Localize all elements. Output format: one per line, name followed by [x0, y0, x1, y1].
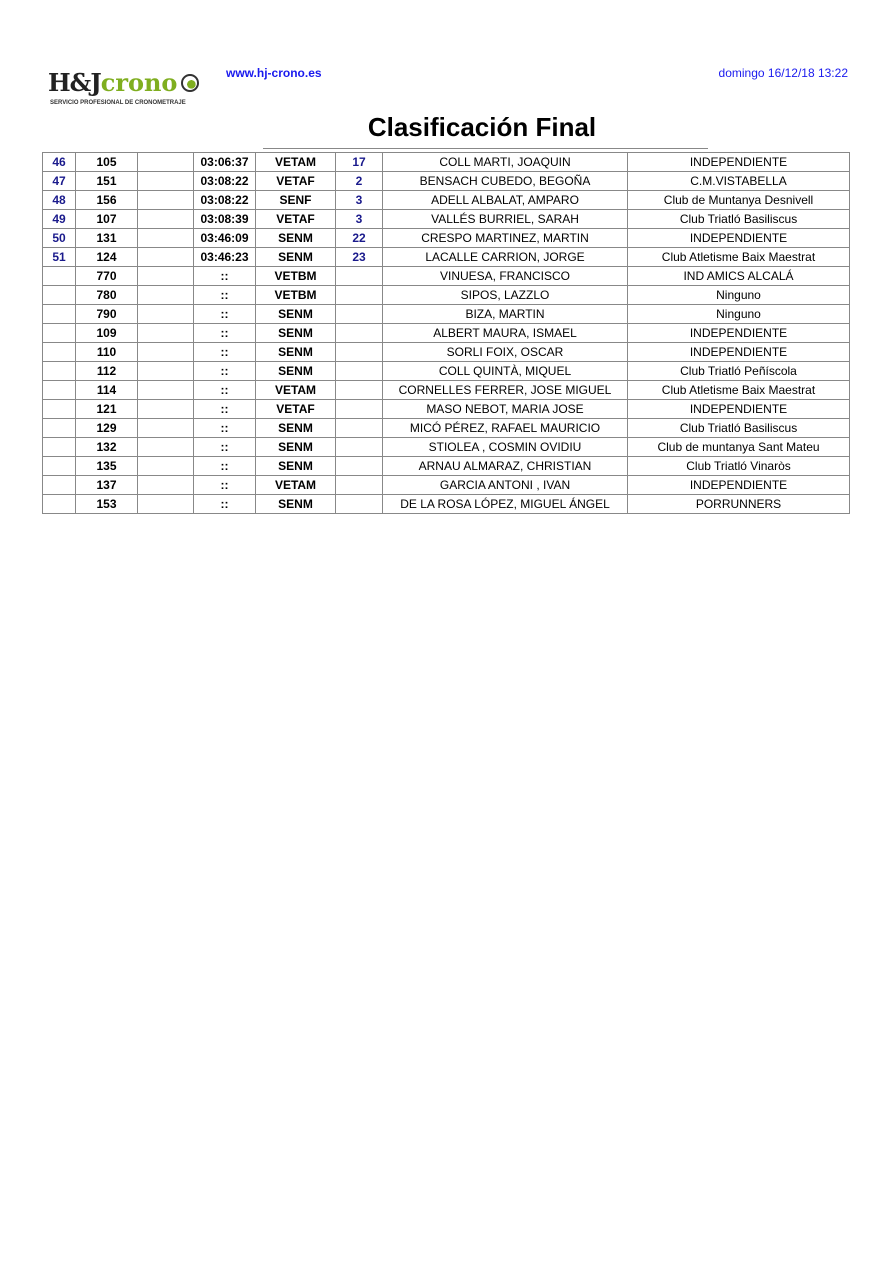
- runner-name-cell: CRESPO MARTINEZ, MARTIN: [383, 229, 628, 248]
- blank-cell: [138, 457, 194, 476]
- position-cell: [43, 362, 76, 381]
- runner-name-cell: GARCIA ANTONI , IVAN: [383, 476, 628, 495]
- club-cell: Club Atletisme Baix Maestrat: [628, 381, 850, 400]
- table-row: [43, 248, 850, 267]
- category-position-cell: [336, 381, 383, 400]
- category-cell: SENM: [256, 229, 336, 248]
- position-cell: [43, 286, 76, 305]
- position-cell: [43, 324, 76, 343]
- position-cell: 48: [43, 191, 76, 210]
- runner-name-cell: ARNAU ALMARAZ, CHRISTIAN: [383, 457, 628, 476]
- blank-cell: [138, 248, 194, 267]
- runner-name-cell: COLL MARTI, JOAQUIN: [383, 153, 628, 172]
- position-cell: 50: [43, 229, 76, 248]
- position-cell: 46: [43, 153, 76, 172]
- runner-name-cell: STIOLEA , COSMIN OVIDIU: [383, 438, 628, 457]
- category-cell: VETAM: [256, 476, 336, 495]
- runner-name-cell: SIPOS, LAZZLO: [383, 286, 628, 305]
- category-position-cell: [336, 267, 383, 286]
- time-cell: ::: [194, 476, 256, 495]
- blank-cell: [138, 438, 194, 457]
- club-cell: C.M.VISTABELLA: [628, 172, 850, 191]
- category-position-cell: [336, 438, 383, 457]
- table-row: [43, 153, 850, 172]
- category-position-cell: [336, 286, 383, 305]
- blank-cell: [138, 191, 194, 210]
- time-cell: ::: [194, 419, 256, 438]
- table-row: [43, 210, 850, 229]
- time-cell: ::: [194, 495, 256, 514]
- club-cell: PORRUNNERS: [628, 495, 850, 514]
- runner-name-cell: MASO NEBOT, MARIA JOSE: [383, 400, 628, 419]
- runner-name-cell: BENSACH CUBEDO, BEGOÑA: [383, 172, 628, 191]
- category-cell: SENM: [256, 305, 336, 324]
- table-row: [43, 343, 850, 362]
- category-cell: VETAF: [256, 400, 336, 419]
- table-row: [43, 400, 850, 419]
- table-row: [43, 495, 850, 514]
- stopwatch-icon: [181, 74, 199, 92]
- club-cell: INDEPENDIENTE: [628, 400, 850, 419]
- bib-cell: 132: [76, 438, 138, 457]
- runner-name-cell: BIZA, MARTIN: [383, 305, 628, 324]
- club-cell: Club de Muntanya Desnivell: [628, 191, 850, 210]
- time-cell: 03:46:23: [194, 248, 256, 267]
- runner-name-cell: ADELL ALBALAT, AMPARO: [383, 191, 628, 210]
- time-cell: 03:08:39: [194, 210, 256, 229]
- category-cell: VETBM: [256, 267, 336, 286]
- category-position-cell: 23: [336, 248, 383, 267]
- runner-name-cell: MICÓ PÉREZ, RAFAEL MAURICIO: [383, 419, 628, 438]
- hj-crono-logo: H&J crono SERVICIO PROFESIONAL DE CRONOMETRAJE: [48, 70, 199, 112]
- table-row: [43, 419, 850, 438]
- club-cell: INDEPENDIENTE: [628, 229, 850, 248]
- print-datetime: domingo 16/12/18 13:22: [718, 66, 848, 80]
- table-row: [43, 172, 850, 191]
- bib-cell: 121: [76, 400, 138, 419]
- runner-name-cell: LACALLE CARRION, JORGE: [383, 248, 628, 267]
- table-row: [43, 457, 850, 476]
- position-cell: [43, 381, 76, 400]
- category-cell: SENM: [256, 324, 336, 343]
- table-row: [43, 267, 850, 286]
- table-row: [43, 476, 850, 495]
- table-row: [43, 191, 850, 210]
- club-cell: Club Atletisme Baix Maestrat: [628, 248, 850, 267]
- blank-cell: [138, 343, 194, 362]
- club-cell: Club Triatló Basiliscus: [628, 419, 850, 438]
- blank-cell: [138, 400, 194, 419]
- club-cell: Club Triatló Basiliscus: [628, 210, 850, 229]
- club-cell: INDEPENDIENTE: [628, 324, 850, 343]
- table-row: [43, 381, 850, 400]
- category-cell: SENM: [256, 457, 336, 476]
- position-cell: 47: [43, 172, 76, 191]
- category-position-cell: 2: [336, 172, 383, 191]
- category-cell: SENM: [256, 419, 336, 438]
- bib-cell: 137: [76, 476, 138, 495]
- runner-name-cell: COLL QUINTÀ, MIQUEL: [383, 362, 628, 381]
- table-row: [43, 324, 850, 343]
- runner-name-cell: VALLÉS BURRIEL, SARAH: [383, 210, 628, 229]
- club-cell: IND AMICS ALCALÁ: [628, 267, 850, 286]
- category-cell: SENM: [256, 343, 336, 362]
- blank-cell: [138, 210, 194, 229]
- category-position-cell: [336, 400, 383, 419]
- time-cell: ::: [194, 343, 256, 362]
- position-cell: 51: [43, 248, 76, 267]
- category-cell: SENM: [256, 362, 336, 381]
- bib-cell: 131: [76, 229, 138, 248]
- page-title: Clasificación Final: [367, 112, 597, 142]
- category-cell: VETBM: [256, 286, 336, 305]
- table-row: [43, 229, 850, 248]
- blank-cell: [138, 267, 194, 286]
- blank-cell: [138, 229, 194, 248]
- blank-cell: [138, 286, 194, 305]
- time-cell: ::: [194, 457, 256, 476]
- blank-cell: [138, 172, 194, 191]
- category-position-cell: [336, 457, 383, 476]
- runner-name-cell: DE LA ROSA LÓPEZ, MIGUEL ÁNGEL: [383, 495, 628, 514]
- blank-cell: [138, 495, 194, 514]
- category-position-cell: 3: [336, 191, 383, 210]
- table-row: [43, 286, 850, 305]
- runner-name-cell: SORLI FOIX, OSCAR: [383, 343, 628, 362]
- blank-cell: [138, 305, 194, 324]
- blank-cell: [138, 362, 194, 381]
- blank-cell: [138, 381, 194, 400]
- category-cell: VETAF: [256, 172, 336, 191]
- bib-cell: 135: [76, 457, 138, 476]
- club-cell: INDEPENDIENTE: [628, 153, 850, 172]
- runner-name-cell: CORNELLES FERRER, JOSE MIGUEL: [383, 381, 628, 400]
- category-cell: SENM: [256, 438, 336, 457]
- bib-cell: 107: [76, 210, 138, 229]
- blank-cell: [138, 324, 194, 343]
- position-cell: [43, 438, 76, 457]
- time-cell: ::: [194, 267, 256, 286]
- position-cell: [43, 305, 76, 324]
- category-position-cell: [336, 419, 383, 438]
- bib-cell: 114: [76, 381, 138, 400]
- position-cell: [43, 419, 76, 438]
- blank-cell: [138, 153, 194, 172]
- category-position-cell: [336, 305, 383, 324]
- time-cell: 03:08:22: [194, 191, 256, 210]
- time-cell: ::: [194, 362, 256, 381]
- club-cell: Club de muntanya Sant Mateu: [628, 438, 850, 457]
- results-table: [42, 152, 850, 514]
- club-cell: Ninguno: [628, 305, 850, 324]
- category-position-cell: [336, 324, 383, 343]
- position-cell: [43, 343, 76, 362]
- category-position-cell: [336, 495, 383, 514]
- bib-cell: 770: [76, 267, 138, 286]
- bib-cell: 110: [76, 343, 138, 362]
- club-cell: Club Triatló Peñíscola: [628, 362, 850, 381]
- category-cell: VETAM: [256, 153, 336, 172]
- time-cell: ::: [194, 400, 256, 419]
- position-cell: [43, 476, 76, 495]
- category-cell: VETAM: [256, 381, 336, 400]
- category-position-cell: 17: [336, 153, 383, 172]
- time-cell: 03:08:22: [194, 172, 256, 191]
- table-row: [43, 438, 850, 457]
- position-cell: [43, 457, 76, 476]
- runner-name-cell: ALBERT MAURA, ISMAEL: [383, 324, 628, 343]
- blank-cell: [138, 476, 194, 495]
- bib-cell: 790: [76, 305, 138, 324]
- category-position-cell: 22: [336, 229, 383, 248]
- position-cell: [43, 495, 76, 514]
- bib-cell: 153: [76, 495, 138, 514]
- time-cell: ::: [194, 305, 256, 324]
- title-divider: [263, 148, 708, 149]
- bib-cell: 105: [76, 153, 138, 172]
- position-cell: [43, 400, 76, 419]
- bib-cell: 780: [76, 286, 138, 305]
- category-position-cell: [336, 362, 383, 381]
- club-cell: Club Triatló Vinaròs: [628, 457, 850, 476]
- category-cell: VETAF: [256, 210, 336, 229]
- bib-cell: 129: [76, 419, 138, 438]
- category-position-cell: [336, 343, 383, 362]
- time-cell: ::: [194, 381, 256, 400]
- club-cell: INDEPENDIENTE: [628, 476, 850, 495]
- time-cell: ::: [194, 324, 256, 343]
- category-cell: SENM: [256, 248, 336, 267]
- bib-cell: 109: [76, 324, 138, 343]
- time-cell: ::: [194, 286, 256, 305]
- position-cell: 49: [43, 210, 76, 229]
- table-row: [43, 305, 850, 324]
- time-cell: 03:46:09: [194, 229, 256, 248]
- bib-cell: 151: [76, 172, 138, 191]
- bib-cell: 112: [76, 362, 138, 381]
- club-cell: Ninguno: [628, 286, 850, 305]
- category-position-cell: 3: [336, 210, 383, 229]
- table-row: [43, 362, 850, 381]
- blank-cell: [138, 419, 194, 438]
- logo-subtitle: SERVICIO PROFESIONAL DE CRONOMETRAJE: [50, 99, 186, 106]
- bib-cell: 124: [76, 248, 138, 267]
- category-cell: SENF: [256, 191, 336, 210]
- category-position-cell: [336, 476, 383, 495]
- runner-name-cell: VINUESA, FRANCISCO: [383, 267, 628, 286]
- club-cell: INDEPENDIENTE: [628, 343, 850, 362]
- position-cell: [43, 267, 76, 286]
- time-cell: ::: [194, 438, 256, 457]
- website-link[interactable]: www.hj-crono.es: [226, 66, 322, 80]
- bib-cell: 156: [76, 191, 138, 210]
- time-cell: 03:06:37: [194, 153, 256, 172]
- category-cell: SENM: [256, 495, 336, 514]
